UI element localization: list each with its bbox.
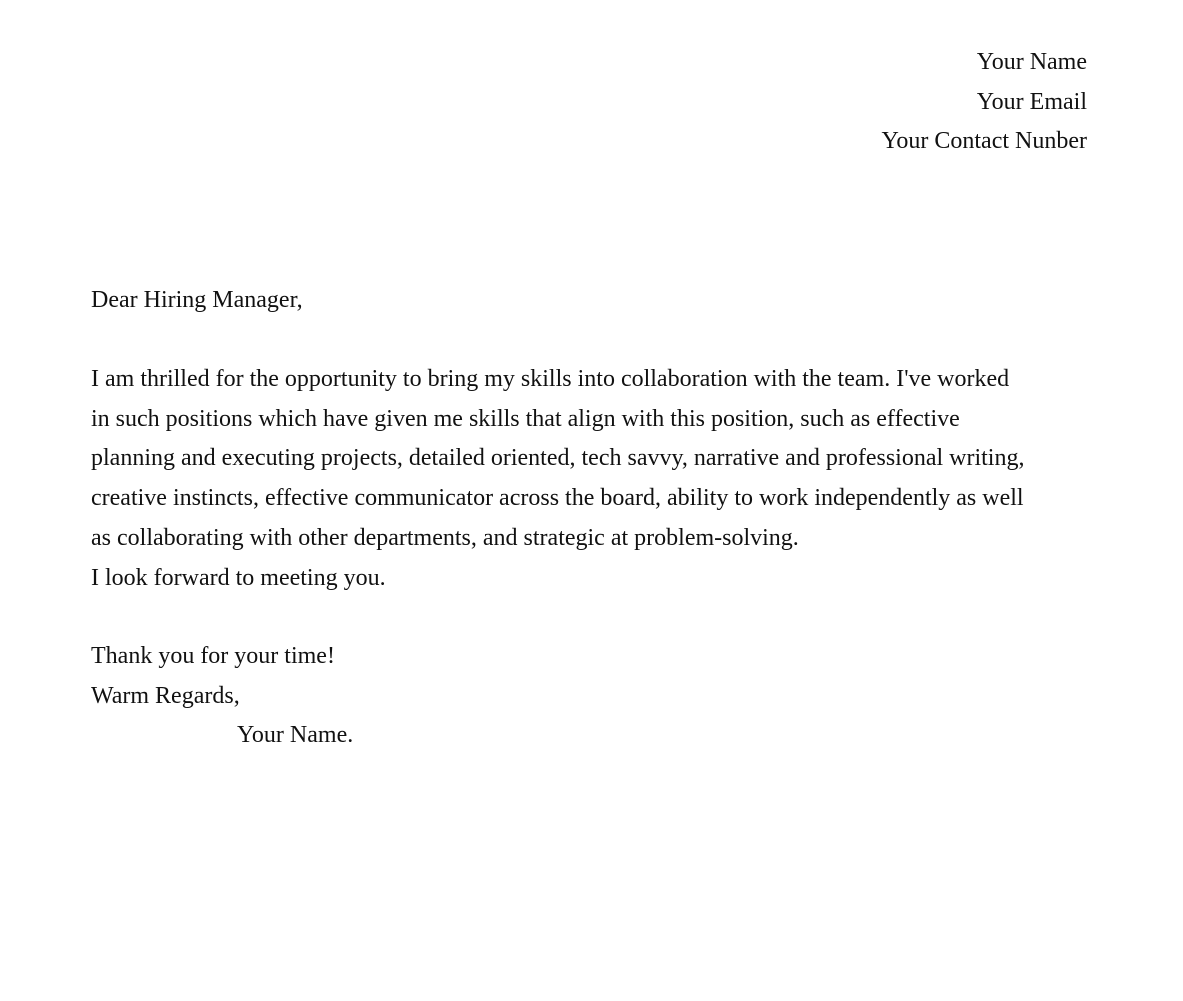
body-line: as collaborating with other departments, and strategic at problem-solving. (91, 524, 799, 551)
body-line: in such positions which have given me skills that align with this position, such as effective (91, 405, 960, 432)
sender-info (881, 43, 1087, 162)
body-line: creative instincts, effective communicator across the board, ability to work independently as well (91, 485, 1024, 512)
sender-email: Your Email (976, 88, 1087, 115)
body-line: I am thrilled for the opportunity to bring my skills into collaboration with the team. I've worked (91, 366, 1010, 392)
letter-body (91, 360, 1087, 598)
sender-name: Your Name (976, 49, 1087, 75)
closing-regards: Warm Regards, (91, 682, 240, 709)
closing-thanks: Thank you for your time! (91, 643, 335, 669)
closing (91, 637, 353, 756)
sender-contact-number: Your Contact Nunber (881, 128, 1087, 155)
signature-name: Your Name. (237, 722, 354, 749)
body-line: planning and executing projects, detailed oriented, tech savvy, narrative and professional writing, (91, 445, 1025, 472)
cover-letter (91, 0, 1087, 1001)
body-line: I look forward to meeting you. (91, 564, 386, 591)
salutation: Dear Hiring Manager, (91, 287, 303, 313)
